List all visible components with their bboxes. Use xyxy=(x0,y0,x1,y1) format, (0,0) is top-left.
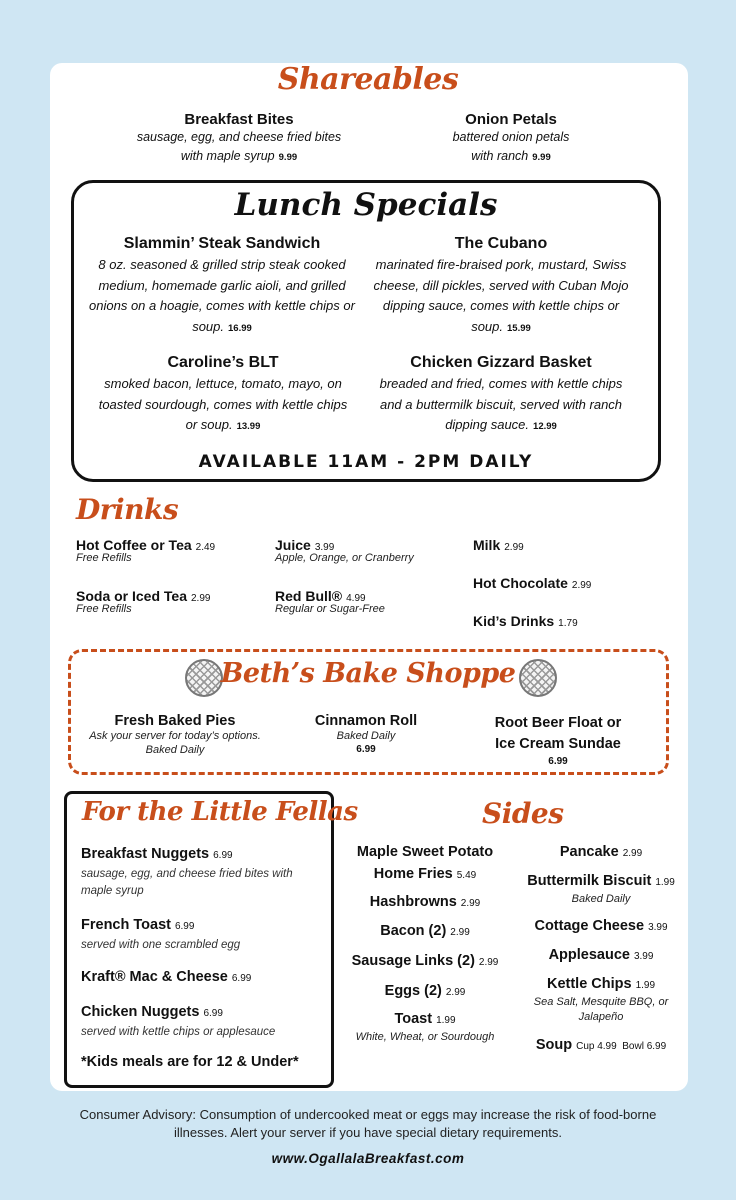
item-price: 6.99 xyxy=(203,1008,223,1019)
item-name: Caroline’s BLT xyxy=(167,354,279,371)
kids-item-mac-cheese xyxy=(81,968,326,986)
drinks-heading: Drinks xyxy=(76,493,179,526)
item-desc: served with one scrambled egg xyxy=(81,939,241,951)
item-price: 1.99 xyxy=(436,1015,456,1026)
item-desc: sausage, egg, and cheese fried bites with maple syrup xyxy=(81,868,293,897)
item-desc: Baked Daily xyxy=(145,744,205,756)
bake-item-pies xyxy=(75,713,275,757)
side-kettle-chips xyxy=(516,973,686,1025)
menu-item-cubano xyxy=(370,235,632,339)
item-price: 3.99 xyxy=(633,951,654,962)
side-buttermilk-biscuit xyxy=(516,870,686,907)
item-price: 3.99 xyxy=(648,922,668,933)
item-name: Root Beer Float or Ice Cream Sundae xyxy=(494,715,622,752)
lunch-availability: AVAILABLE 11AM - 2PM DAILY xyxy=(198,452,534,472)
item-name: Hashbrowns xyxy=(369,894,457,910)
item-desc: marinated fire-braised pork, mustard, Swiss cheese, dill pickles, served with Cuban Mojo dipping sauce, comes with kettle chips or soup. xyxy=(373,257,629,334)
item-desc: White, Wheat, or Sourdough xyxy=(355,1031,495,1043)
item-name: Kettle Chips xyxy=(546,976,632,992)
item-price: 9.99 xyxy=(532,152,551,163)
item-price: 6.99 xyxy=(213,850,233,861)
menu-item-steak-sandwich xyxy=(87,235,357,339)
item-desc: Regular or Sugar-Free xyxy=(275,603,385,615)
item-name: Breakfast Bites xyxy=(184,111,294,128)
item-price: 2.49 xyxy=(195,542,216,553)
item-name: Home Fries xyxy=(373,866,453,882)
item-name: Kid’s Drinks xyxy=(473,613,555,629)
item-price: 6.99 xyxy=(356,744,376,755)
item-name: Pancake xyxy=(559,844,619,860)
menu-item-chicken-gizzard xyxy=(369,354,633,438)
item-price: 3.99 xyxy=(314,542,335,553)
advisory-text: Consumer Advisory: Consumption of undercooked meat or eggs may increase the risk of food-borne illnesses. Alert your server if you have special dietary requirements. xyxy=(79,1107,657,1140)
item-desc: breaded and fried, comes with kettle chips and a buttermilk biscuit, served with ranch dipping sauce. xyxy=(379,376,623,432)
menu-item-breakfast-bites xyxy=(130,111,348,167)
item-name: Soda or Iced Tea xyxy=(76,588,187,604)
item-price: 2.99 xyxy=(571,580,592,591)
item-desc: served with kettle chips or applesauce xyxy=(81,1026,276,1038)
item-desc: Baked Daily xyxy=(336,730,396,742)
side-soup xyxy=(516,1034,686,1056)
side-sweet-potato xyxy=(340,841,510,885)
drink-hot-coffee xyxy=(76,537,215,564)
drink-milk xyxy=(473,537,524,553)
item-price: 2.99 xyxy=(478,957,499,968)
item-name: Cottage Cheese xyxy=(534,918,645,934)
item-price: 9.99 xyxy=(278,152,298,163)
sides-heading: Sides xyxy=(482,797,564,830)
item-name: Milk xyxy=(473,537,501,553)
item-desc: with ranch xyxy=(471,149,529,163)
side-bacon xyxy=(340,920,510,942)
item-price: 1.79 xyxy=(558,618,578,629)
item-name: Onion Petals xyxy=(465,111,557,128)
lunch-specials-heading: Lunch Specials xyxy=(234,187,498,223)
item-price: 15.99 xyxy=(507,322,531,334)
website-link[interactable]: www.OgallalaBreakfast.com xyxy=(271,1151,465,1166)
item-price: 16.99 xyxy=(228,322,252,334)
item-price: Cup 4.99 Bowl 6.99 xyxy=(576,1041,667,1052)
item-desc: Apple, Orange, or Cranberry xyxy=(275,552,414,564)
drink-soda xyxy=(76,588,210,615)
item-name: Hot Chocolate xyxy=(473,575,568,591)
drink-red-bull xyxy=(275,588,385,615)
item-desc: Free Refills xyxy=(76,603,132,615)
bake-item-float-sundae xyxy=(458,713,658,767)
kids-item-breakfast-nuggets xyxy=(81,845,326,900)
bake-shoppe-heading: Beth’s Bake Shoppe xyxy=(220,658,516,689)
item-name: Buttermilk Biscuit xyxy=(527,873,652,889)
side-toast xyxy=(340,1008,510,1045)
item-price: 2.99 xyxy=(504,542,524,553)
item-name: Maple Sweet Potato xyxy=(356,844,494,860)
item-desc: Ask your server for today’s options. xyxy=(89,730,261,742)
item-price: 6.99 xyxy=(231,973,252,984)
item-desc: battered onion petals xyxy=(452,130,570,144)
item-price: 13.99 xyxy=(236,421,261,432)
item-price: 4.99 xyxy=(346,593,366,604)
item-name: Juice xyxy=(275,537,311,553)
item-desc: Sea Salt, Mesquite BBQ, or Jalapeño xyxy=(533,996,669,1023)
menu-item-carolines-blt xyxy=(92,354,354,438)
item-name: Chicken Gizzard Basket xyxy=(410,354,592,371)
item-desc: Baked Daily xyxy=(571,893,631,905)
item-name: Slammin’ Steak Sandwich xyxy=(123,235,321,252)
item-price: 5.49 xyxy=(456,870,477,881)
item-price: 2.99 xyxy=(450,927,470,938)
item-name: Applesauce xyxy=(548,947,630,963)
side-hashbrowns xyxy=(340,891,510,913)
drink-juice xyxy=(275,537,414,564)
kids-menu-heading: For the Little Fellas xyxy=(82,797,358,827)
item-name: Breakfast Nuggets xyxy=(81,846,210,862)
item-price: 6.99 xyxy=(174,921,195,932)
item-price: 1.99 xyxy=(655,877,675,888)
item-name: Bacon (2) xyxy=(380,923,447,939)
item-name: French Toast xyxy=(81,917,171,933)
item-price: 12.99 xyxy=(533,421,557,432)
side-applesauce xyxy=(516,944,686,966)
kids-item-chicken-nuggets xyxy=(81,1003,326,1041)
consumer-advisory xyxy=(0,1106,736,1142)
item-name: Kraft® Mac & Cheese xyxy=(81,969,228,985)
side-sausage-links xyxy=(340,950,510,972)
item-price: 6.99 xyxy=(548,756,568,767)
item-price: 2.99 xyxy=(191,593,211,604)
side-cottage-cheese xyxy=(516,915,686,937)
item-name: Eggs (2) xyxy=(384,983,442,999)
item-desc: Free Refills xyxy=(76,552,132,564)
item-name: Hot Coffee or Tea xyxy=(76,537,192,553)
item-name: Chicken Nuggets xyxy=(81,1004,200,1020)
item-desc: smoked bacon, lettuce, tomato, mayo, on toasted sourdough, comes with kettle chips or soup. xyxy=(98,376,348,432)
item-name: Sausage Links (2) xyxy=(351,953,475,969)
item-desc: 8 oz. seasoned & grilled strip steak cooked medium, homemade garlic aioli, and grilled onions on a hoagie, comes with kettle chips or soup. xyxy=(89,257,355,334)
item-name: Red Bull® xyxy=(275,588,343,604)
item-name: Cinnamon Roll xyxy=(314,713,418,729)
item-price: 2.99 xyxy=(445,987,466,998)
drink-kids xyxy=(473,613,578,629)
item-name: Fresh Baked Pies xyxy=(114,713,236,729)
shareables-heading: Shareables xyxy=(277,62,459,97)
drink-hot-chocolate xyxy=(473,575,591,591)
item-name: The Cubano xyxy=(454,235,548,252)
item-price: 2.99 xyxy=(622,848,643,859)
menu-item-onion-petals xyxy=(400,111,622,167)
item-price: 2.99 xyxy=(460,898,481,909)
kids-note: *Kids meals are for 12 & Under* xyxy=(81,1054,299,1070)
kids-item-french-toast xyxy=(81,916,326,954)
side-pancake xyxy=(516,841,686,863)
side-eggs xyxy=(340,980,510,1002)
item-desc: sausage, egg, and cheese fried bites xyxy=(136,130,342,144)
item-name: Soup xyxy=(535,1037,573,1053)
item-name: Toast xyxy=(394,1011,433,1027)
item-price: 1.99 xyxy=(635,980,656,991)
bake-item-cinnamon-roll xyxy=(266,713,466,755)
item-desc: with maple syrup xyxy=(180,149,275,163)
